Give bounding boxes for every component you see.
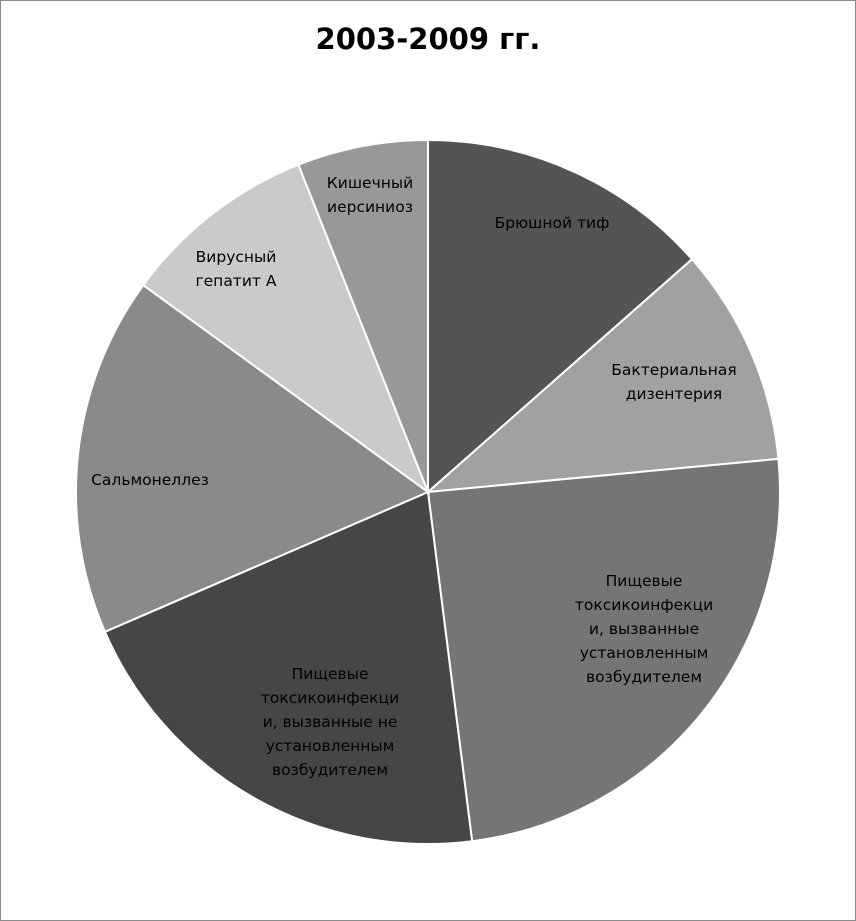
slice-label-line: Бактериальная [611, 361, 737, 379]
slice-label-line: Сальмонеллез [91, 471, 209, 489]
slice-label-line: Вирусный [195, 248, 277, 266]
slice-label-line: и, вызванные не [262, 713, 398, 731]
slice-label-line: иерсиниоз [327, 198, 413, 216]
slice-label-line: Пищевые [605, 572, 683, 590]
slice-label-line: установленным [265, 737, 395, 755]
slice-label-line: Кишечный [326, 174, 414, 192]
slice-label-line: токсикоинфекци [574, 596, 714, 614]
chart-title: 2003-2009 гг. [315, 22, 541, 56]
slice-label-line: токсикоинфекци [260, 689, 400, 707]
slice-label-line: возбудителем [585, 668, 703, 686]
slice-label-line: и, вызванные [588, 620, 700, 638]
slice-label-line: гепатит А [195, 272, 277, 290]
slice-label-line: Пищевые [291, 665, 369, 683]
slice-label-line: возбудителем [271, 761, 389, 779]
slice-label [91, 471, 209, 489]
slice-label-line: установленным [579, 644, 709, 662]
slice-label [495, 214, 610, 232]
slice-label-line: Брюшной тиф [494, 214, 610, 232]
slice-label-line: дизентерия [625, 385, 723, 403]
